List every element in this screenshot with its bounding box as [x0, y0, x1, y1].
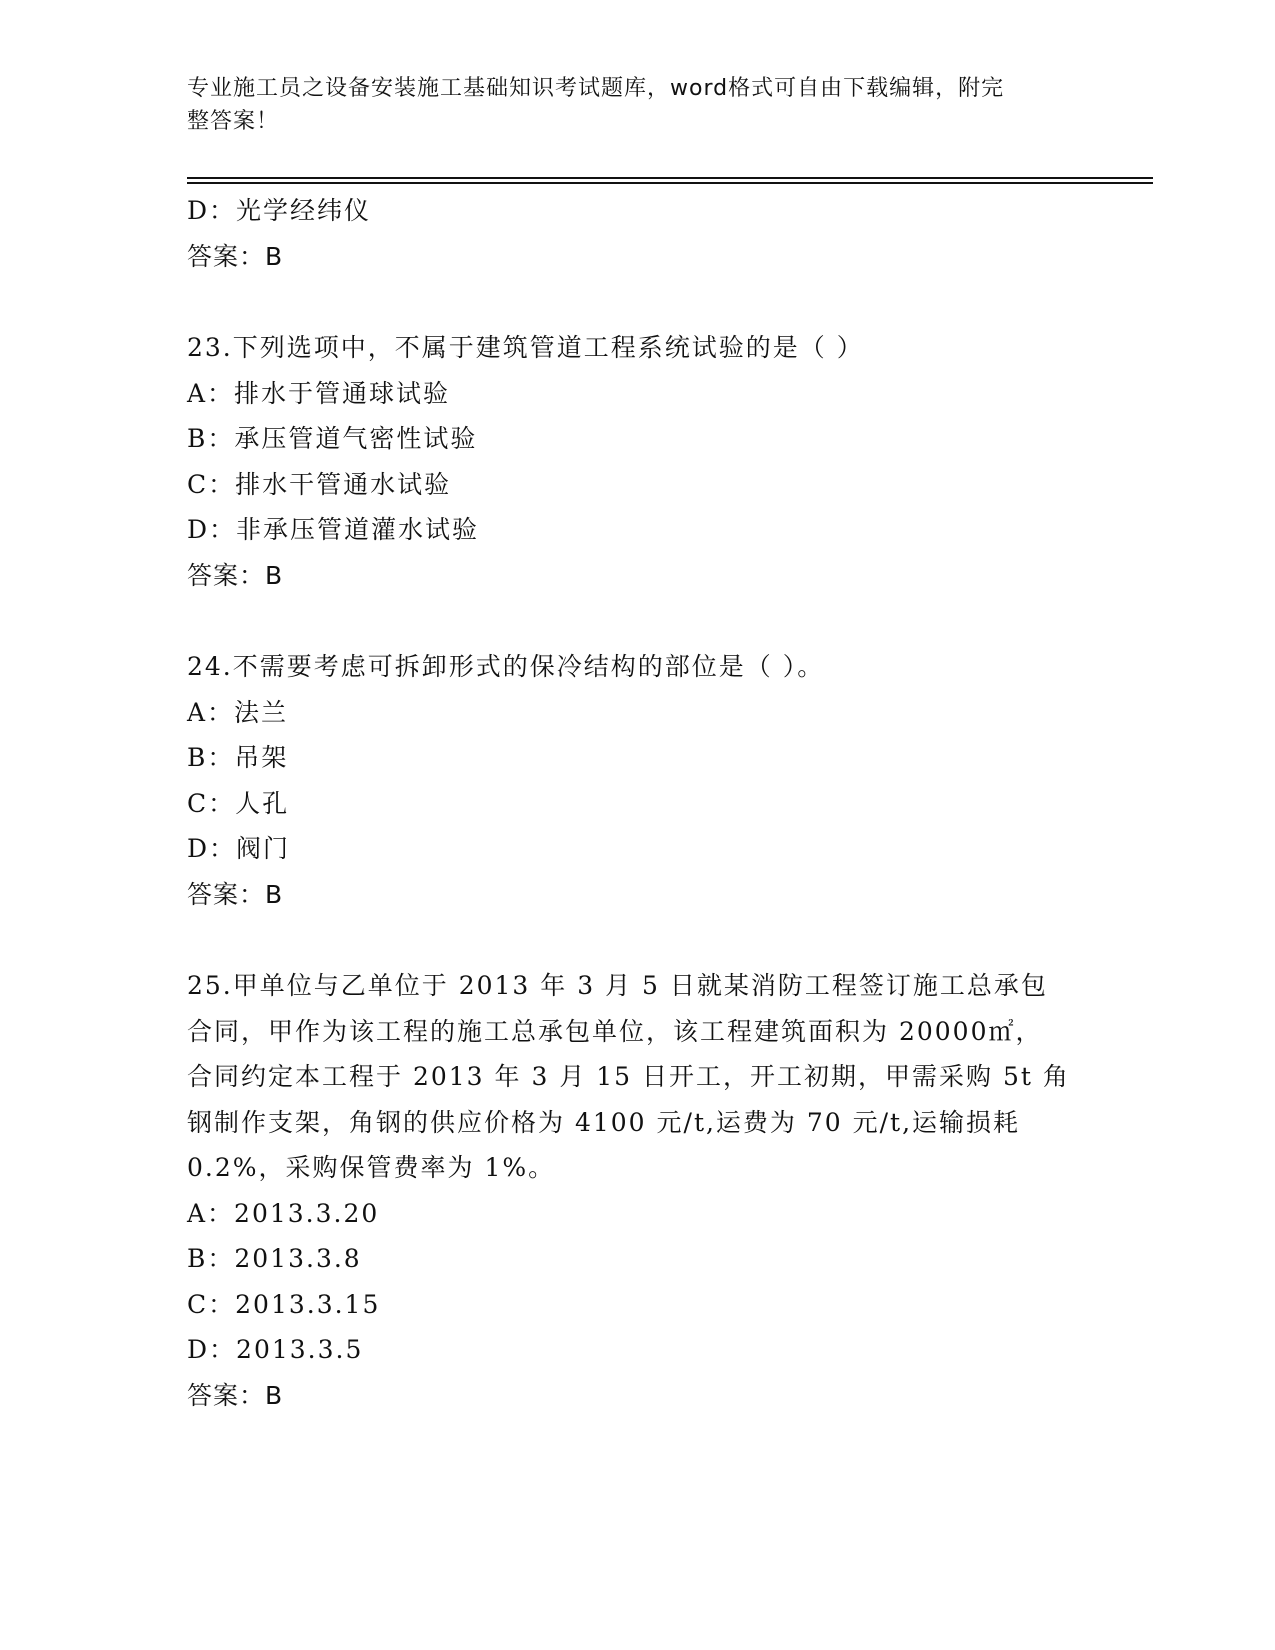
option-b: B：吊架	[187, 743, 289, 772]
document-header	[187, 72, 1067, 138]
option-d: D：2013.3.5	[187, 1335, 364, 1364]
option-b: B：承压管道气密性试验	[187, 424, 478, 453]
option-c: C：排水干管通水试验	[187, 469, 452, 499]
header-rule-bottom	[187, 182, 1153, 184]
question-stem: 24.不需要考虑可拆卸形式的保冷结构的部位是（ ）。	[187, 652, 825, 681]
option-d: D：阀门	[187, 834, 291, 863]
option-c: C：人孔	[187, 788, 290, 818]
question-24	[187, 644, 1087, 917]
header-rule-top	[187, 177, 1153, 179]
prev-option-d: D：光学经纬仪	[187, 196, 372, 225]
question-23	[187, 325, 1087, 598]
question-stem-line: 0.2%，采购保管费率为 1%。	[187, 1153, 556, 1182]
spacer	[187, 279, 1087, 325]
option-a: A：法兰	[187, 697, 289, 727]
header-line-1: 专业施工员之设备安装施工基础知识考试题库，word格式可自由下载编辑，附完	[187, 76, 1005, 101]
prev-answer: 答案：B	[187, 241, 284, 271]
option-d: D：非承压管道灌水试验	[187, 515, 480, 544]
question-stem-line: 25.甲单位与乙单位于 2013 年 3 月 5 日就某消防工程签订施工总承包	[187, 971, 1048, 1000]
question-stem	[187, 963, 1070, 1191]
answer: 答案：B	[187, 560, 284, 590]
answer: 答案：B	[187, 1380, 284, 1410]
header-line-2: 整答案！	[187, 109, 280, 134]
question-stem: 23.下列选项中，不属于建筑管道工程系统试验的是（ ）	[187, 333, 864, 362]
question-stem-line: 合同约定本工程于 2013 年 3 月 15 日开工，开工初期，甲需采购 5t 角	[187, 1062, 1070, 1091]
answer: 答案：B	[187, 879, 284, 909]
question-25	[187, 963, 1087, 1418]
option-a: A：排水于管通球试验	[187, 378, 451, 408]
question-stem-line: 钢制作支架，角钢的供应价格为 4100 元/t,运费为 70 元/t,运输损耗	[187, 1107, 1021, 1137]
document-body	[187, 188, 1087, 1418]
spacer	[187, 917, 1087, 963]
option-c: C：2013.3.15	[187, 1289, 381, 1319]
spacer	[187, 598, 1087, 644]
option-b: B：2013.3.8	[187, 1244, 362, 1273]
option-a: A：2013.3.20	[187, 1198, 380, 1228]
question-stem-line: 合同，甲作为该工程的施工总承包单位，该工程建筑面积为 20000㎡，	[187, 1016, 1043, 1046]
